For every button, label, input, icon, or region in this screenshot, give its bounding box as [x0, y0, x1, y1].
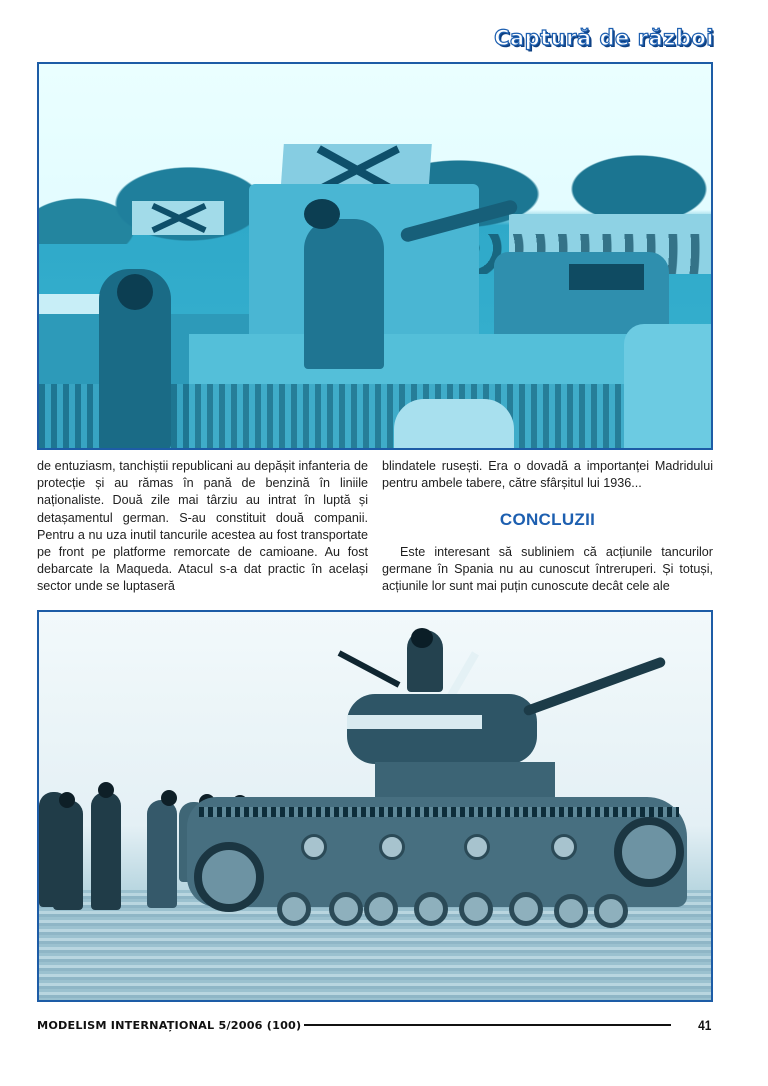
return-roller	[379, 834, 405, 860]
beret	[117, 274, 153, 310]
soldier-head	[98, 782, 114, 798]
section-heading: CONCLUZII	[499, 510, 596, 529]
truck-window	[569, 264, 644, 290]
soldier-head	[59, 792, 75, 808]
tank-track	[199, 807, 679, 817]
article-column-left: de entuziasm, tanchiștii republicani au depășit infanteria de protecție și au rămas în pană de benzină în liniile naționaliste. Două zile mai târziu au intrat în luptă și detașamentul german. S-au constituit două companii. Pentru a nu uza inutil tancurile acestea au fost transportate pe front pe platforme remorcate de camioane. Au fost debarcate la Maqueda. Atacul s-a dat practic în același sector unde se luptaseră	[37, 459, 368, 594]
road-wheel	[509, 892, 543, 926]
road-wheel	[414, 892, 448, 926]
road-wheel	[329, 892, 363, 926]
tank-turret	[347, 694, 537, 764]
road-wheel	[459, 892, 493, 926]
flag-cross	[132, 201, 224, 235]
soldier-head	[161, 790, 177, 806]
drive-sprocket	[614, 817, 684, 887]
idler-wheel	[194, 842, 264, 912]
return-roller	[551, 834, 577, 860]
section-title: Captură de război	[494, 26, 714, 50]
road-wheel	[364, 892, 398, 926]
turret-stripe	[347, 715, 482, 729]
gunner-head	[411, 628, 433, 648]
photo-t26-tank	[37, 610, 713, 1002]
road-wheel	[594, 894, 628, 928]
road-wheel	[277, 892, 311, 926]
article-column-right-bottom: Este interesant să subliniem că acțiunile tancurilor germane în Spania nu au cunoscut întreruperi. Și totuși, acțiunile lor sunt mai puțin cunoscute decât cele ale	[382, 545, 713, 594]
beret	[304, 199, 340, 229]
article-column-right-top: blindatele rusești. Era o dovadă a importanței Madridului pentru ambele tabere, către sfârșitul lui 1936...	[382, 459, 713, 491]
page-number: 41	[698, 1017, 712, 1033]
return-roller	[464, 834, 490, 860]
return-roller	[301, 834, 327, 860]
tankman	[304, 219, 384, 369]
machine-gun	[338, 650, 401, 687]
soldier	[53, 800, 83, 910]
magazine-issue: MODELISM INTERNAȚIONAL 5/2006 (100)	[37, 1018, 302, 1032]
footer-rule	[304, 1024, 671, 1026]
tank-armor	[624, 324, 713, 450]
photo-tanks-crew	[37, 62, 713, 450]
page-footer	[37, 1016, 713, 1034]
open-hatch	[447, 651, 479, 698]
fender	[394, 399, 514, 450]
soldier	[91, 792, 121, 910]
main-gun	[522, 656, 666, 717]
road-wheel	[554, 894, 588, 928]
soldier	[147, 800, 177, 908]
